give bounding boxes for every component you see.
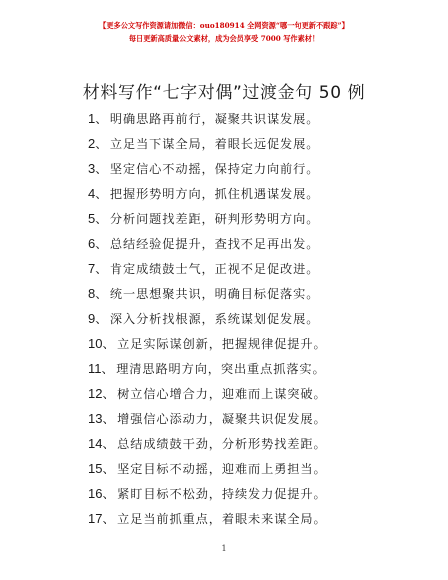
list-item: 15、 坚定目标不动摇，迎难而上勇担当。 bbox=[88, 456, 327, 481]
list-item: 10、 立足实际谋创新，把握规律促提升。 bbox=[88, 331, 327, 356]
item-number: 13 bbox=[88, 411, 103, 426]
item-text: 总结成绩鼓干劲，分析形势找差距。 bbox=[117, 437, 327, 451]
list-item: 14、 总结成绩鼓干劲，分析形势找差距。 bbox=[88, 431, 327, 456]
list-item: 7、 肯定成绩鼓士气，正视不足促改进。 bbox=[88, 256, 327, 281]
document-title: 材料写作“七字对偶”过渡金句 50 例 bbox=[82, 83, 366, 103]
item-number: 1 bbox=[88, 111, 96, 126]
item-text: 坚定信心不动摇，保持定力向前行。 bbox=[109, 162, 320, 176]
item-number: 6 bbox=[88, 236, 96, 251]
item-text: 肯定成绩鼓士气，正视不足促改进。 bbox=[109, 262, 320, 276]
promo-banner-line-2: 每日更新高质量公文素材，成为会员享受 7000 写作素材！ bbox=[128, 34, 320, 43]
list-item: 17、 立足当前抓重点，着眼未来谋全局。 bbox=[88, 506, 327, 531]
list-item: 4、 把握形势明方向，抓住机遇谋发展。 bbox=[88, 181, 327, 206]
list-item: 1、 明确思路再前行，凝聚共识谋发展。 bbox=[88, 106, 327, 131]
item-number: 9 bbox=[88, 311, 96, 326]
list-item: 16、 紧盯目标不松劲，持续发力促提升。 bbox=[88, 481, 327, 506]
item-text: 立足当下谋全局，着眼长远促发展。 bbox=[109, 137, 320, 151]
item-number: 17 bbox=[88, 511, 103, 526]
item-text: 明确思路再前行，凝聚共识谋发展。 bbox=[109, 112, 320, 126]
item-text: 坚定目标不动摇，迎难而上勇担当。 bbox=[117, 462, 327, 476]
item-text: 理清思路明方向，突出重点抓落实。 bbox=[116, 362, 326, 376]
sentence-list bbox=[88, 106, 327, 531]
promo-banner-line-1: 【更多公文写作资源请加微信：ouo180914 全网资源“哪一句更新不跟踪”】 bbox=[99, 21, 349, 30]
list-item: 8、 统一思想聚共识，明确目标促落实。 bbox=[88, 281, 327, 306]
item-text: 深入分析找根源，系统谋划促发展。 bbox=[109, 312, 320, 326]
item-number: 15 bbox=[88, 461, 103, 476]
list-item: 9、 深入分析找根源，系统谋划促发展。 bbox=[88, 306, 327, 331]
item-number: 11 bbox=[88, 361, 102, 376]
list-item: 13、 增强信心添动力，凝聚共识促发展。 bbox=[88, 406, 327, 431]
item-number: 3 bbox=[88, 161, 96, 176]
item-text: 紧盯目标不松劲，持续发力促提升。 bbox=[117, 487, 327, 501]
item-text: 分析问题找差距，研判形势明方向。 bbox=[109, 212, 320, 226]
list-item: 11、 理清思路明方向，突出重点抓落实。 bbox=[88, 356, 327, 381]
item-number: 2 bbox=[88, 136, 96, 151]
item-number: 8 bbox=[88, 286, 96, 301]
list-item: 12、 树立信心增合力，迎难而上谋突破。 bbox=[88, 381, 327, 406]
list-item: 5、 分析问题找差距，研判形势明方向。 bbox=[88, 206, 327, 231]
item-text: 增强信心添动力，凝聚共识促发展。 bbox=[117, 412, 327, 426]
item-text: 树立信心增合力，迎难而上谋突破。 bbox=[117, 387, 327, 401]
item-number: 10 bbox=[88, 336, 103, 351]
item-number: 12 bbox=[88, 386, 103, 401]
item-text: 立足实际谋创新，把握规律促提升。 bbox=[117, 337, 327, 351]
item-number: 14 bbox=[88, 436, 103, 451]
item-text: 统一思想聚共识，明确目标促落实。 bbox=[109, 287, 320, 301]
list-item: 6、 总结经验促提升，查找不足再出发。 bbox=[88, 231, 327, 256]
list-item: 2、 立足当下谋全局，着眼长远促发展。 bbox=[88, 131, 327, 156]
page-number: 1 bbox=[221, 544, 227, 553]
item-text: 把握形势明方向，抓住机遇谋发展。 bbox=[109, 187, 320, 201]
item-number: 16 bbox=[88, 486, 103, 501]
item-text: 立足当前抓重点，着眼未来谋全局。 bbox=[117, 512, 327, 526]
item-text: 总结经验促提升，查找不足再出发。 bbox=[109, 237, 320, 251]
item-number: 4 bbox=[88, 186, 96, 201]
item-number: 7 bbox=[88, 261, 96, 276]
list-item: 3、 坚定信心不动摇，保持定力向前行。 bbox=[88, 156, 327, 181]
item-number: 5 bbox=[88, 211, 96, 226]
